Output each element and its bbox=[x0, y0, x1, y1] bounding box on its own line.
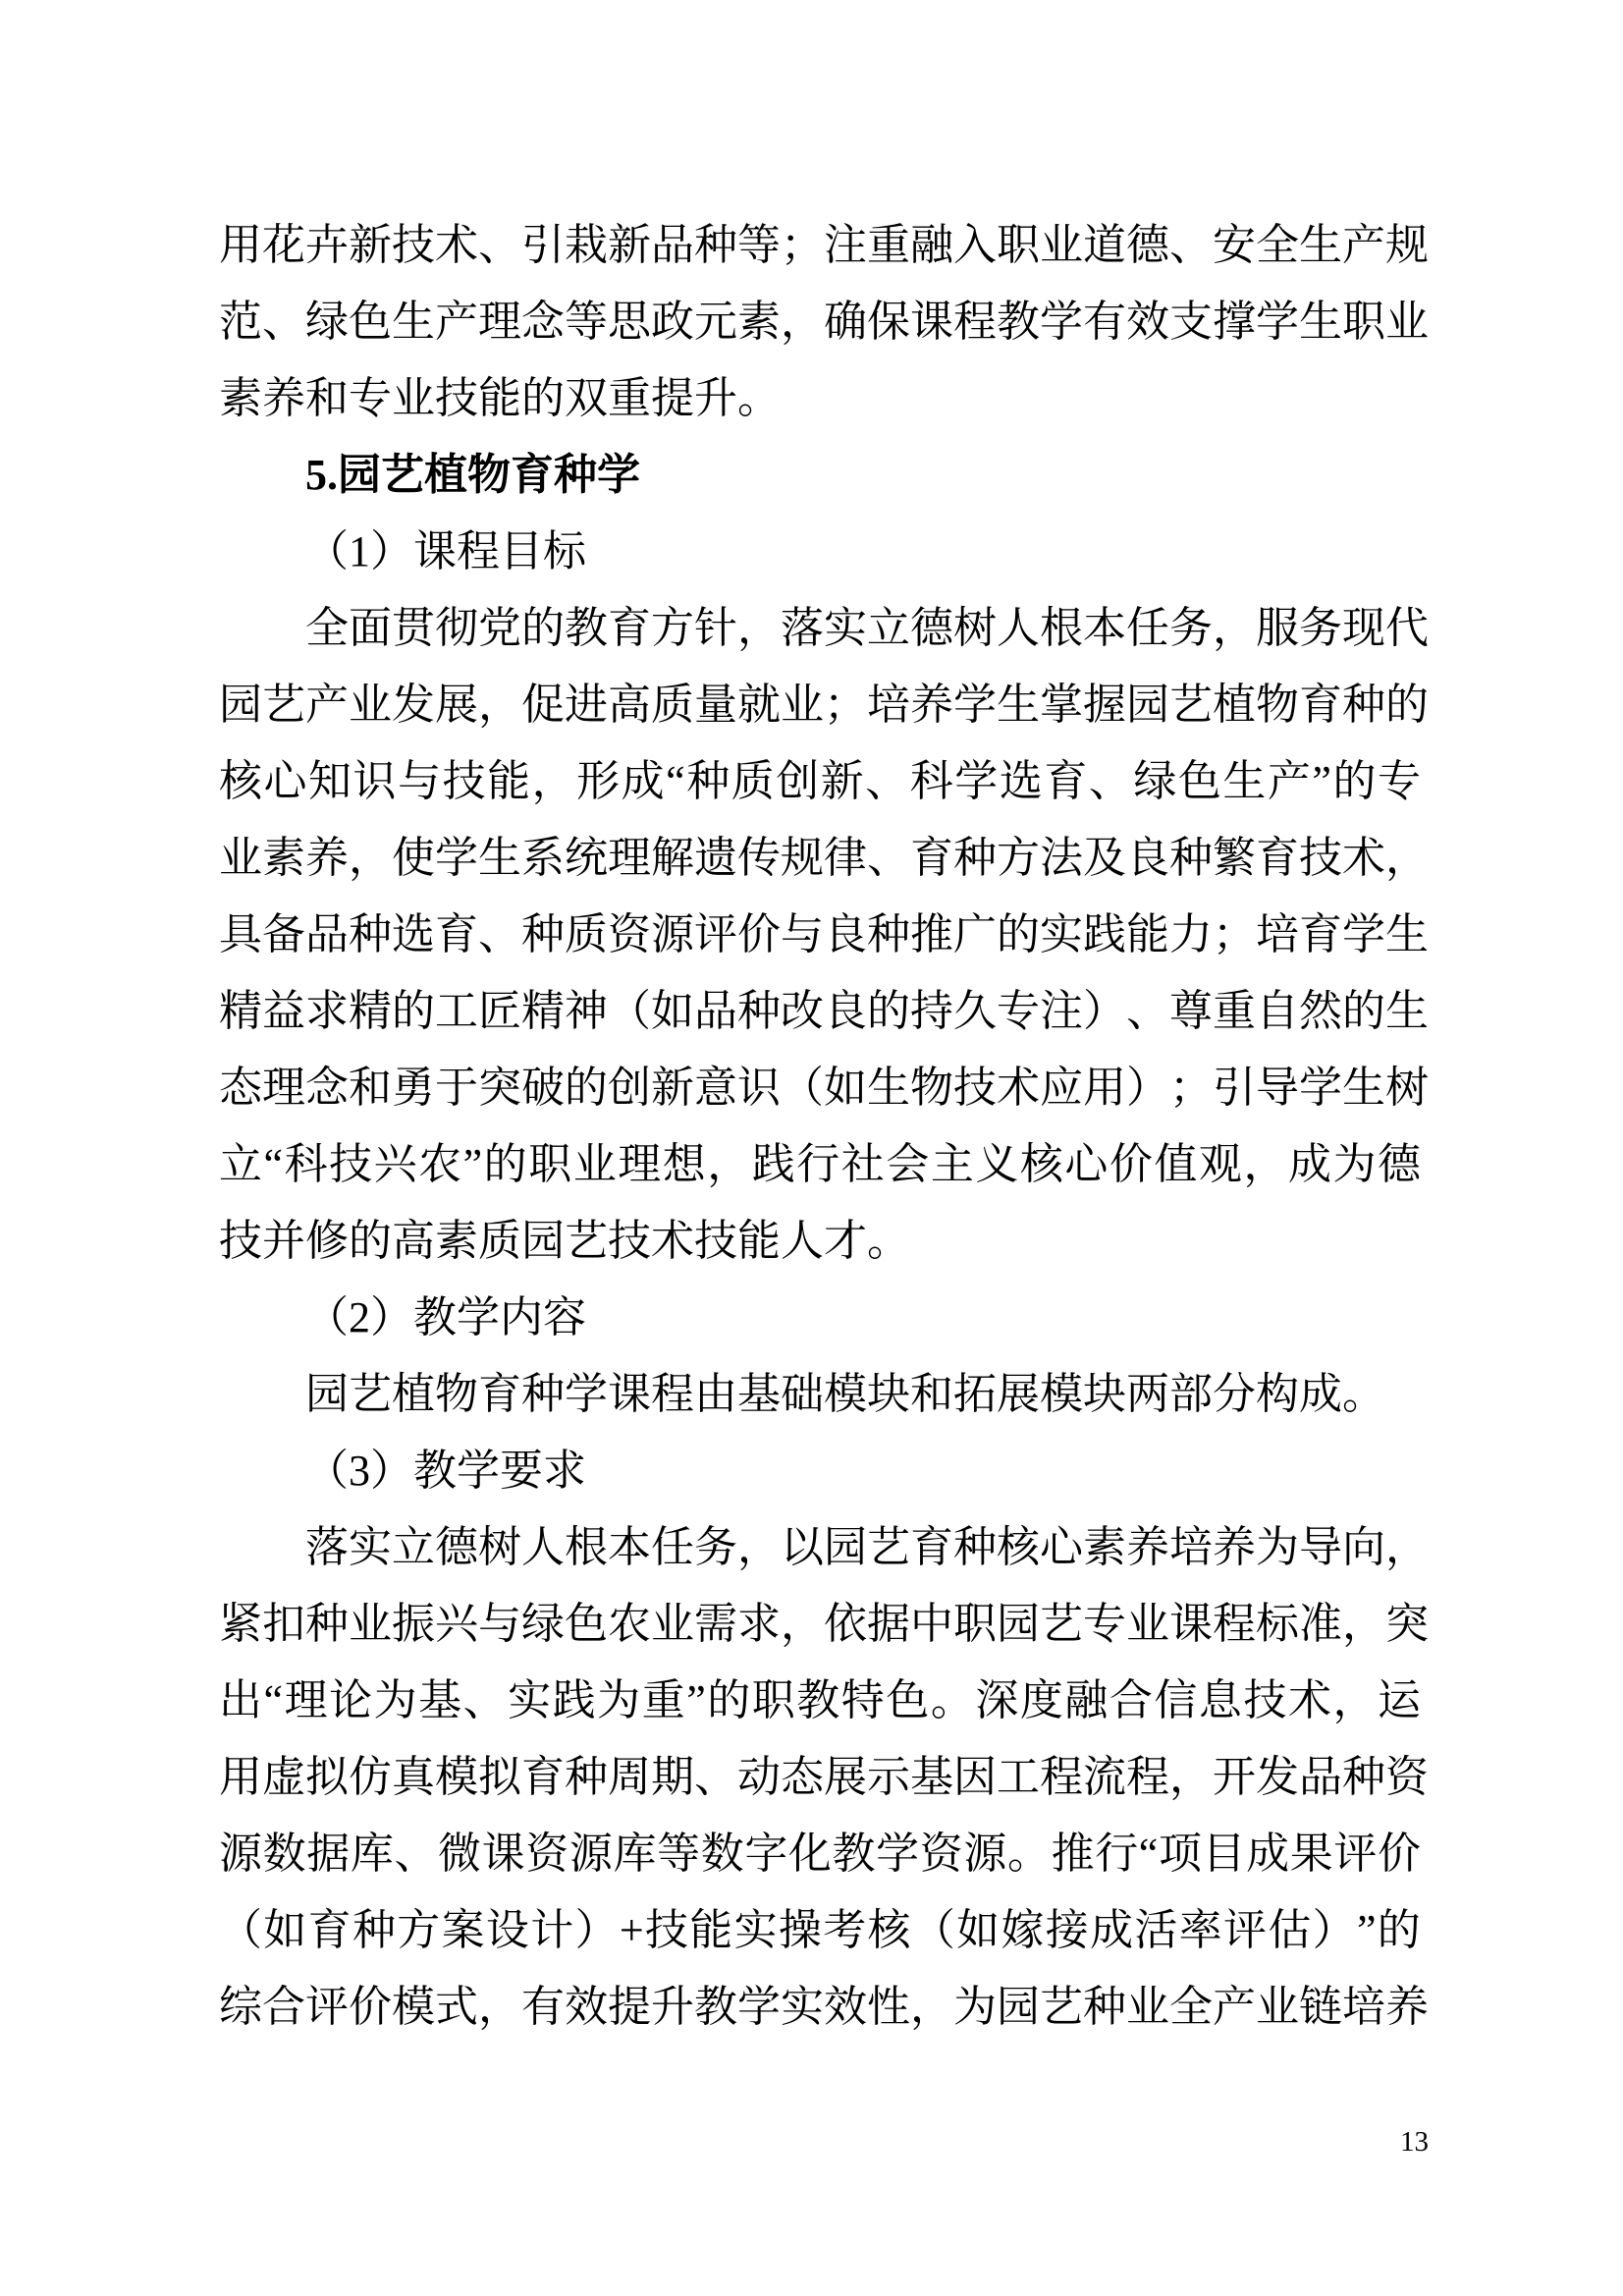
body-text-line: 全 面 贯 彻 党 的 教 育 方 针 ， 落 实 立 德 树 人 根 本 任 务 ， 服 务 现 代 bbox=[305, 604, 1429, 652]
body-text-line: 园 艺 产 业 发 展 ， 促 进 高 质 量 就 业 ； 培 养 学 生 掌 握 园 艺 植 物 育 种 的 bbox=[219, 681, 1429, 729]
body-text-line: 核 心 知 识 与 技 能 ， 形 成 “ 种 质 创 新 、 科 学 选 育 、 绿 色 生 产 ” 的 专 bbox=[219, 757, 1421, 805]
document-body bbox=[219, 207, 1429, 2046]
body-text-line: 紧 扣 种 业 振 兴 与 绿 色 农 业 需 求 ， 依 据 中 职 园 艺 专 业 课 程 标 准 ， 突 bbox=[219, 1600, 1429, 1648]
body-text-line: 综 合 评 价 模 式 ， 有 效 提 升 教 学 实 效 性 ， 为 园 艺 种 业 全 产 业 链 培 养 bbox=[219, 1983, 1429, 2031]
body-text-line: 态 理 念 和 勇 于 突 破 的 创 新 意 识 （ 如 生 物 技 术 应 用 ） ； 引 导 学 生 树 bbox=[219, 1064, 1429, 1112]
subsection-label: （3）教学要求 bbox=[305, 1447, 586, 1495]
body-text-line: 立 “ 科 技 兴 农 ” 的 职 业 理 想 ， 践 行 社 会 主 义 核 心 价 值 观 ， 成 为 德 bbox=[219, 1140, 1421, 1188]
body-text-line: 素养和专业技能的双重提升。 bbox=[219, 374, 781, 422]
body-text-line: 精 益 求 精 的 工 匠 精 神 （ 如 品 种 改 良 的 持 久 专 注 ） 、 尊 重 自 然 的 生 bbox=[219, 987, 1429, 1035]
body-text-line: 业 素 养 ， 使 学 生 系 统 理 解 遗 传 规 律 、 育 种 方 法 及 良 种 繁 育 技 术 ， bbox=[219, 834, 1429, 882]
body-text-line: 源 数 据 库 、 微 课 资 源 库 等 数 字 化 教 学 资 源 。 推 行 “ 项 目 成 果 评 价 bbox=[219, 1830, 1421, 1878]
page-number: 13 bbox=[1400, 2126, 1429, 2158]
subsection-label: （1）课程目标 bbox=[305, 527, 586, 575]
body-text-line: 技并修的高素质园艺技术技能人才。 bbox=[219, 1217, 910, 1265]
section-heading: 5.园艺植物育种学 bbox=[305, 451, 640, 499]
subsection-label: （2）教学内容 bbox=[305, 1293, 586, 1341]
body-text-line: 落 实 立 德 树 人 根 本 任 务 ， 以 园 艺 育 种 核 心 素 养 培 养 为 导 向 ， bbox=[305, 1523, 1429, 1571]
body-text-line: 园艺植物育种学课程由基础模块和拓展模块两部分构成。 bbox=[305, 1370, 1385, 1418]
body-text-line: 用 花 卉 新 技 术 、 引 栽 新 品 种 等 ； 注 重 融 入 职 业 道 德 、 安 全 生 产 规 bbox=[219, 221, 1429, 269]
body-text-line: 用 虚 拟 仿 真 模 拟 育 种 周 期 、 动 态 展 示 基 因 工 程 流 程 ， 开 发 品 种 资 bbox=[219, 1753, 1429, 1801]
body-text-line: （ 如 育 种 方 案 设 计 ） + 技 能 实 操 考 核 （ 如 嫁 接 成 活 率 评 估 ） ” 的 bbox=[219, 1906, 1421, 1954]
body-text-line: 具 备 品 种 选 育 、 种 质 资 源 评 价 与 良 种 推 广 的 实 践 能 力 ； 培 育 学 生 bbox=[219, 910, 1429, 958]
body-text-line: 范 、 绿 色 生 产 理 念 等 思 政 元 素 ， 确 保 课 程 教 学 有 效 支 撑 学 生 职 业 bbox=[219, 298, 1429, 346]
body-text-line: 出 “ 理 论 为 基 、 实 践 为 重 ” 的 职 教 特 色 。 深 度 融 合 信 息 技 术 ， 运 bbox=[219, 1676, 1421, 1724]
